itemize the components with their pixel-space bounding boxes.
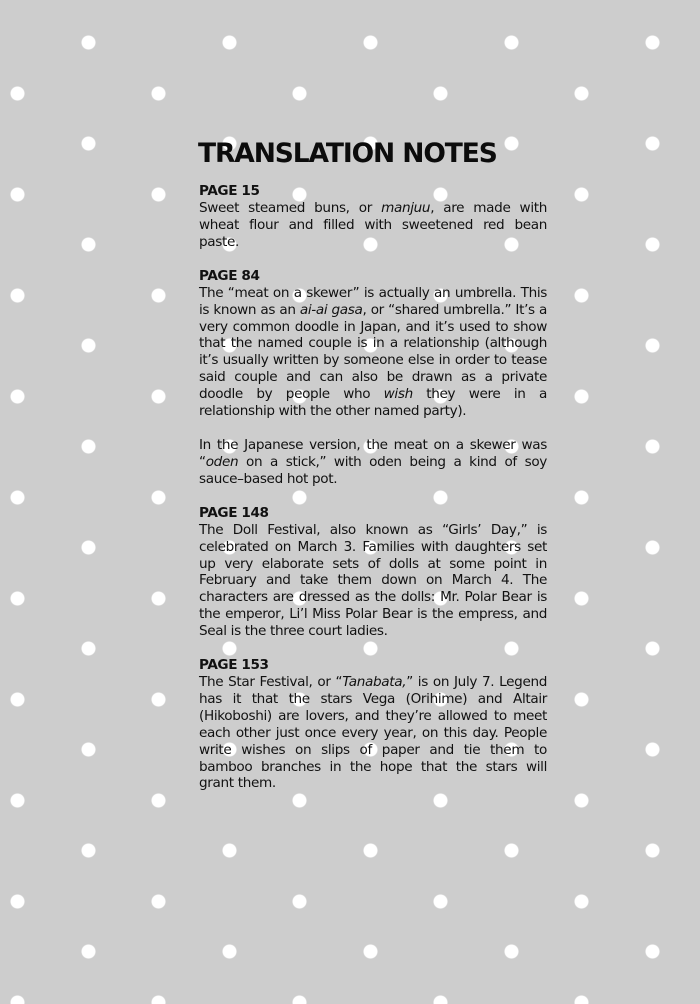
note-section xyxy=(199,505,547,640)
note-heading: PAGE 84 xyxy=(199,267,260,284)
italic-term: wish xyxy=(383,386,413,403)
text-run: In the Japanese version, the meat on a skewer was “ xyxy=(199,436,547,470)
text-run: they were in a relationship with the other named party). xyxy=(199,386,547,420)
italic-term: manjuu xyxy=(381,200,431,216)
text-run: The Doll Festival, also known as “Girls’ Day,” is celebrated on March 3. Families with daughters set up very elaborate sets of dolls at some point in February and take them down on March 4. The characters are dressed as the dolls: Mr. Polar Bear is the emperor, Li’l Miss Polar Bear is the empress, and Seal is the three court ladies. xyxy=(199,521,547,640)
note-heading: PAGE 15 xyxy=(199,183,260,199)
text-run: , or “shared umbrella.” It’s a very common doodle in Japan, and it’s used to show that the named couple is in a relationship (although it’s usually written by someone else in order to tease said couple and can also be drawn as a private doodle by people who xyxy=(199,301,547,403)
italic-term: oden xyxy=(205,453,239,470)
text-run: ” is on July 7. Legend has it that the stars Vega (Orihime) and Altair (Hikoboshi) are lovers, and they’re allowed to meet each other just once every year, on this day. People write wishes on slips of paper and tie them to bamboo branches in the hope that the stars will grant them. xyxy=(199,674,547,792)
note-paragraph xyxy=(199,522,547,640)
note-paragraph xyxy=(199,437,547,488)
text-run: on a stick,” with oden being a kind of soy sauce–based hot pot. xyxy=(199,453,547,487)
notes-list xyxy=(199,183,547,792)
italic-term: Tanabata, xyxy=(342,674,407,691)
note-section xyxy=(199,657,547,792)
note-heading: PAGE 148 xyxy=(199,504,269,521)
italic-term: ai-ai gasa xyxy=(299,301,363,318)
note-paragraph xyxy=(199,285,547,420)
note-paragraph xyxy=(199,674,547,792)
note-section xyxy=(199,183,547,251)
text-run: Sweet steamed buns, or xyxy=(199,200,382,216)
translation-notes xyxy=(199,137,547,792)
note-section xyxy=(199,268,547,488)
text-run: The Star Festival, or “ xyxy=(199,674,343,691)
page-title: TRANSLATION NOTES xyxy=(198,138,497,169)
note-heading: PAGE 153 xyxy=(199,657,269,674)
text-run: , are made with wheat flour and filled with sweetened red bean paste. xyxy=(199,200,547,250)
text-run: The “meat on a skewer” is actually an umbrella. This is known as an xyxy=(199,284,547,318)
note-paragraph xyxy=(199,200,547,251)
